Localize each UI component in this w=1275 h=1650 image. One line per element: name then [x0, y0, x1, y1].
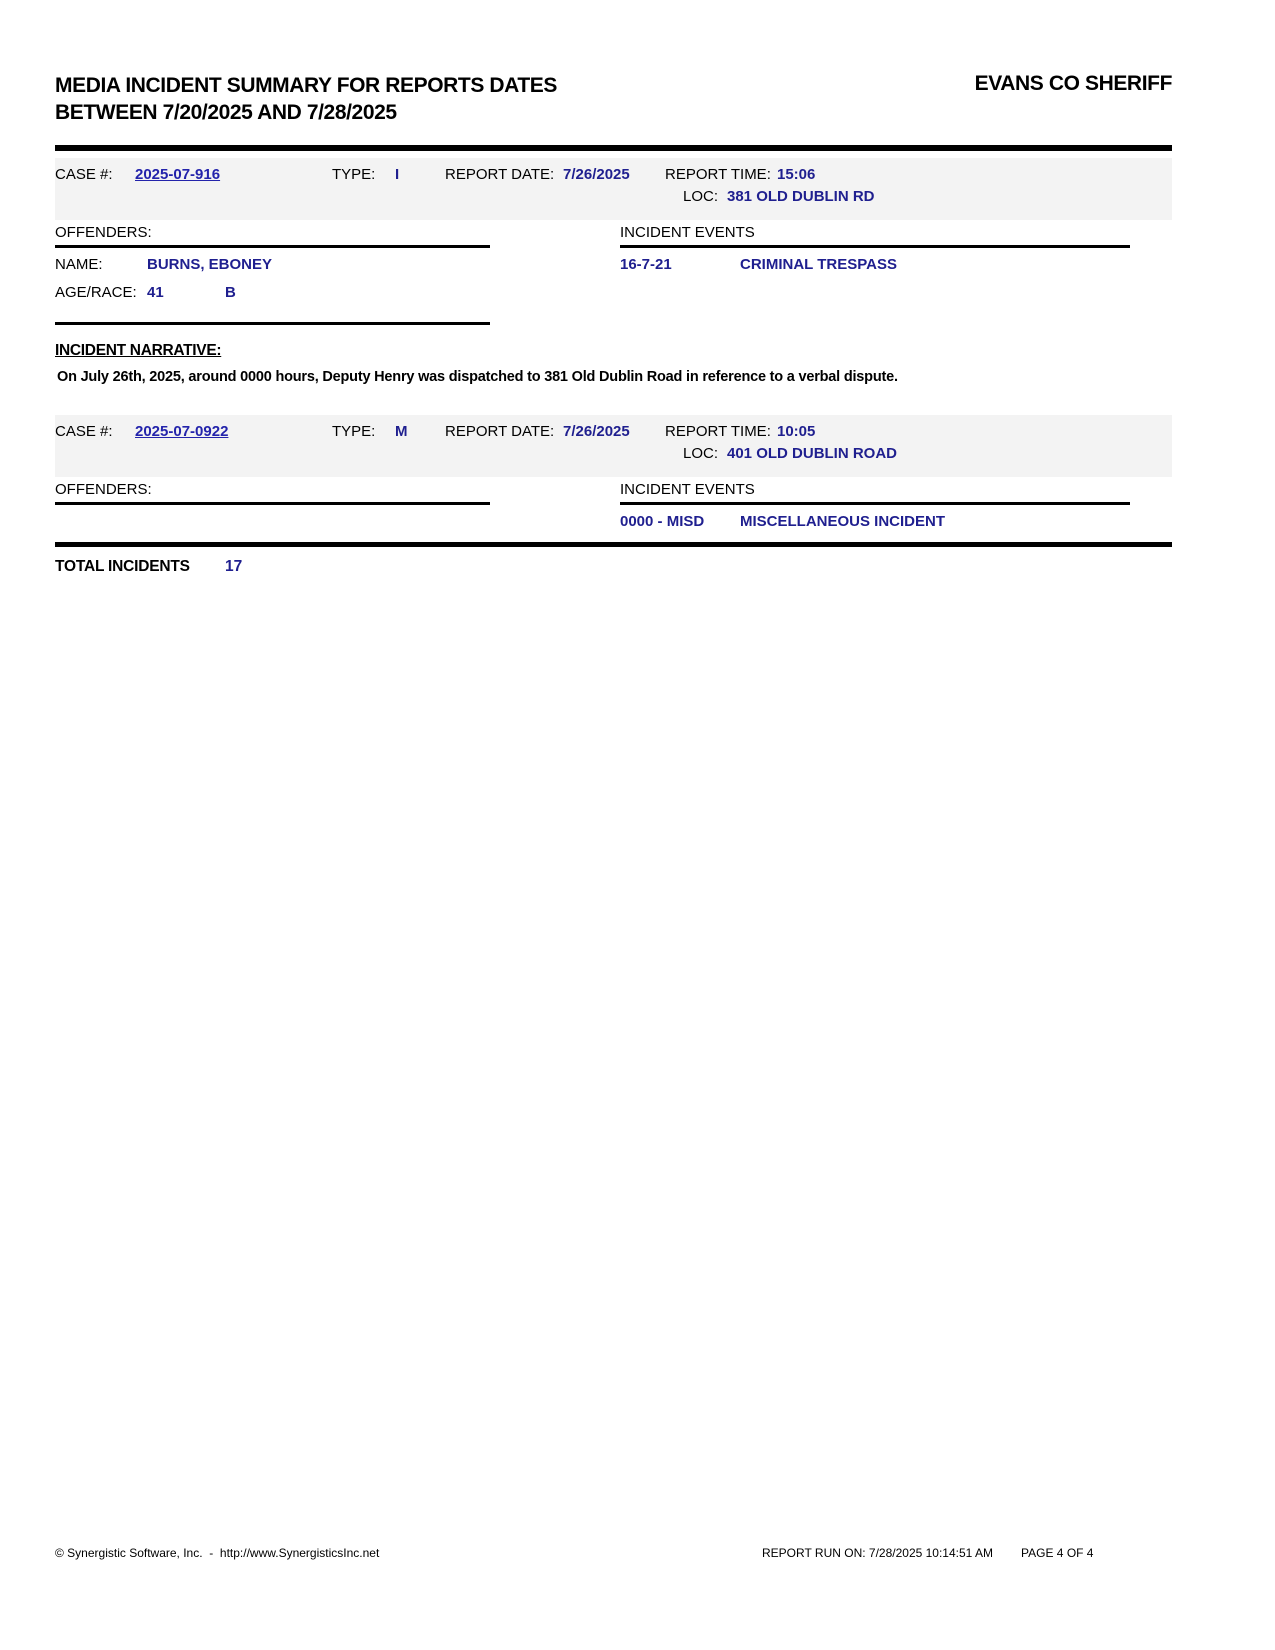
report-time-label: REPORT TIME: — [665, 166, 771, 183]
case-body — [55, 481, 1172, 530]
report-time-value: 10:05 — [777, 423, 816, 440]
location-value: 381 OLD DUBLIN RD — [727, 188, 875, 205]
report-date-label: REPORT DATE: — [445, 166, 555, 183]
offenders-column — [55, 224, 490, 325]
offender-name-label: NAME: — [55, 256, 103, 273]
case-header-row2 — [55, 442, 1172, 464]
total-incidents-label: TOTAL INCIDENTS — [55, 558, 190, 575]
report-run-label: REPORT RUN ON: — [762, 1546, 869, 1560]
case-number-label: CASE #: — [55, 166, 113, 183]
offender-name-row — [55, 254, 490, 276]
case-number-link[interactable]: 2025-07-916 — [135, 166, 221, 183]
incident-narrative-section — [55, 342, 1172, 385]
report-date-label: REPORT DATE: — [445, 423, 555, 440]
type-label: TYPE: — [332, 166, 376, 183]
case-header-row2 — [55, 185, 1172, 207]
case-header-row1 — [55, 420, 1172, 442]
incident-events-heading: INCIDENT EVENTS — [620, 481, 1130, 505]
event-row — [620, 254, 1130, 276]
location-label: LOC: — [683, 445, 719, 462]
case-header-band — [55, 415, 1172, 477]
report-time-label: REPORT TIME: — [665, 423, 771, 440]
agency-name: EVANS CO SHERIFF — [974, 72, 1172, 95]
incident-events-column — [620, 224, 1130, 276]
event-code: 0000 - MISD — [620, 513, 705, 530]
type-label: TYPE: — [332, 423, 376, 440]
total-incidents-value: 17 — [225, 558, 243, 575]
offenders-heading: OFFENDERS: — [55, 224, 490, 248]
case-number-link[interactable]: 2025-07-0922 — [135, 423, 229, 440]
type-value: M — [395, 423, 408, 440]
case-header-row1 — [55, 163, 1172, 185]
event-code: 16-7-21 — [620, 256, 672, 273]
header-rule — [55, 145, 1172, 151]
case-header-band — [55, 158, 1172, 220]
case-number-label: CASE #: — [55, 423, 113, 440]
offenders-heading: OFFENDERS: — [55, 481, 490, 505]
report-content — [55, 0, 1172, 1560]
totals-rule — [55, 542, 1172, 547]
event-description: CRIMINAL TRESPASS — [740, 256, 897, 273]
total-incidents-row — [55, 558, 1172, 580]
report-title-line2: BETWEEN 7/20/2025 AND 7/28/2025 — [55, 101, 397, 124]
report-title — [55, 72, 557, 126]
offenders-end-divider — [55, 322, 490, 325]
page-indicator: PAGE 4 OF 4 — [1021, 1546, 1094, 1560]
event-row — [620, 511, 1130, 533]
report-header — [55, 72, 1172, 126]
incident-narrative-heading: INCIDENT NARRATIVE: — [55, 342, 222, 359]
report-run-value: 7/28/2025 10:14:51 AM — [868, 1546, 994, 1560]
incident-events-column — [620, 481, 1130, 533]
case-body — [55, 224, 1172, 322]
report-title-line1: MEDIA INCIDENT SUMMARY FOR REPORTS DATES — [55, 74, 558, 97]
location-value: 401 OLD DUBLIN ROAD — [727, 445, 898, 462]
race-value: B — [225, 284, 236, 301]
offender-age-race-row — [55, 282, 490, 304]
event-description: MISCELLANEOUS INCIDENT — [740, 513, 946, 530]
incident-events-heading: INCIDENT EVENTS — [620, 224, 1130, 248]
report-date-value: 7/26/2025 — [563, 423, 630, 440]
footer-copyright: © Synergistic Software, Inc. - http://www.SynergisticsInc.net — [55, 1546, 380, 1560]
age-value: 41 — [147, 284, 164, 301]
offender-name-value: BURNS, EBONEY — [147, 256, 273, 273]
report-date-value: 7/26/2025 — [563, 166, 630, 183]
type-value: I — [395, 166, 400, 183]
offenders-column — [55, 481, 490, 505]
incident-narrative-text: On July 26th, 2025, around 0000 hours, Deputy Henry was dispatched to 381 Old Dublin Road in reference to a verbal dispute. — [57, 369, 898, 385]
footer-right — [762, 1546, 1093, 1560]
location-label: LOC: — [683, 188, 719, 205]
report-time-value: 15:06 — [777, 166, 816, 183]
age-race-label: AGE/RACE: — [55, 284, 137, 301]
